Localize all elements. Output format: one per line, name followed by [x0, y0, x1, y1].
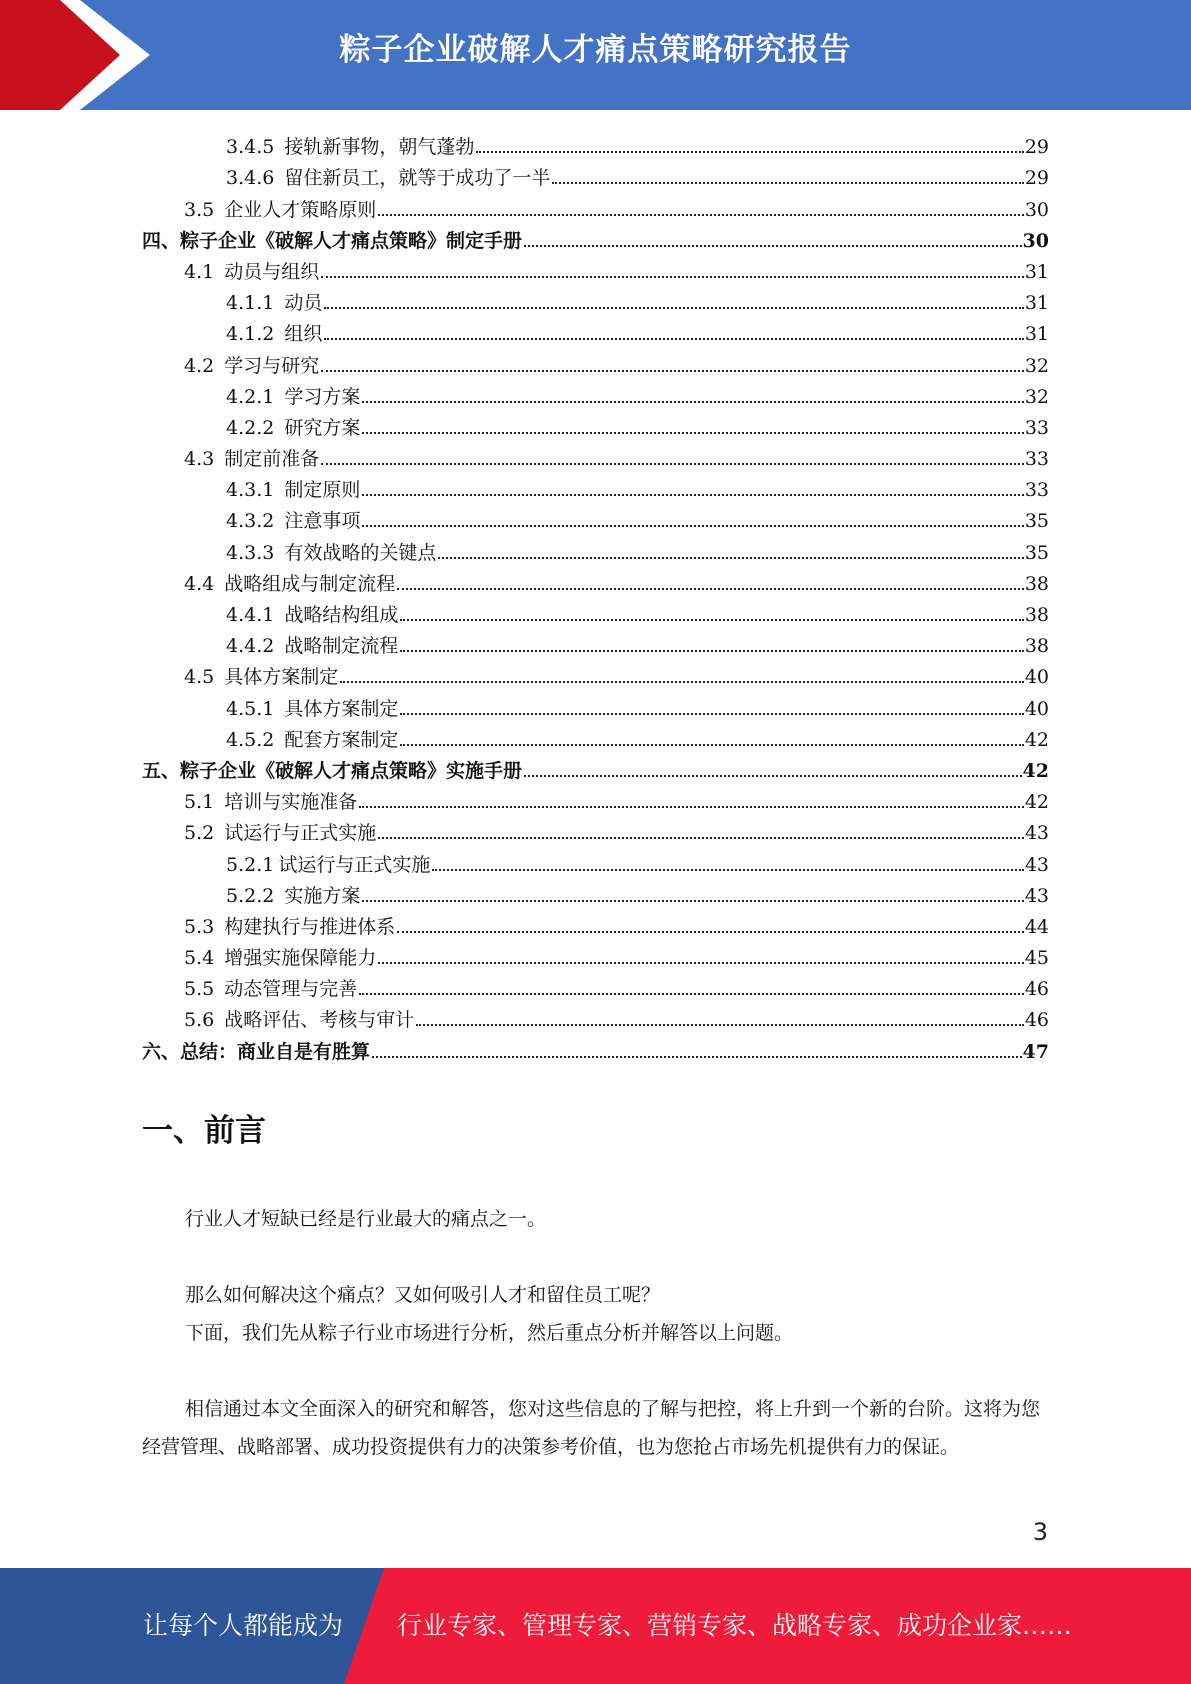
toc-entry-page: 42: [1024, 728, 1049, 751]
toc-entry[interactable]: [142, 876, 1049, 907]
toc-entry-title: 战略结构组成: [284, 604, 399, 626]
toc-entry[interactable]: [142, 720, 1049, 751]
toc-entry-title: 动员与组织: [224, 260, 320, 283]
toc-entry-title: 组织: [284, 323, 323, 346]
toc-entry-title: 战略制定流程: [284, 635, 399, 658]
toc-entry-title: 配套方案制定: [284, 728, 399, 751]
toc-entry-page: 46: [1024, 1009, 1049, 1032]
toc-entry-page: 38: [1024, 572, 1049, 595]
toc-entry-number: 3.4.6: [226, 167, 275, 190]
toc-entry-title: 学习方案: [284, 385, 361, 408]
toc-dot-leader: [362, 432, 1023, 434]
toc-entry-title: 动态管理与完善: [224, 978, 358, 1001]
toc-entry-number: 5.1: [184, 791, 215, 814]
toc-entry[interactable]: [142, 813, 1049, 844]
toc-entry[interactable]: [142, 907, 1049, 938]
toc-dot-leader: [400, 619, 1023, 621]
toc-entry-number: 4.5.1: [226, 697, 275, 720]
toc-entry-title: 五、粽子企业《破解人才痛点策略》实施手册: [142, 759, 523, 782]
toc-dot-leader: [397, 588, 1024, 590]
toc-entry[interactable]: [142, 626, 1049, 657]
toc-entry-page: 33: [1024, 479, 1049, 502]
footer-slogan-right: 行业专家、管理专家、营销专家、战略专家、成功企业家……: [397, 1611, 1073, 1640]
toc-entry-title: 动员: [284, 292, 323, 315]
toc-entry-title: 接轨新事物，朝气蓬勃: [284, 136, 475, 159]
toc-dot-leader: [400, 713, 1023, 715]
toc-entry-page: 43: [1024, 853, 1049, 876]
toc-entry[interactable]: [142, 252, 1049, 283]
toc-entry-number: 4.3.3: [226, 541, 275, 564]
toc-entry-page: 31: [1024, 292, 1049, 315]
toc-entry-page: 42: [1024, 791, 1049, 814]
toc-entry-number: 5.2.2: [226, 884, 275, 907]
toc-dot-leader: [438, 557, 1023, 559]
toc-entry-page: 45: [1024, 947, 1049, 970]
toc-entry-title: 六、总结：商业自是有胜算: [142, 1040, 371, 1063]
toc-entry-number: 5.6: [184, 1009, 215, 1032]
toc-dot-leader: [400, 744, 1023, 746]
toc-entry-page: 35: [1024, 510, 1049, 533]
toc-entry-number: 4.1.1: [226, 292, 275, 315]
toc-entry-page: 43: [1024, 822, 1049, 845]
toc-entry-number: 4.1.2: [226, 323, 275, 346]
toc-entry-page: 30: [1022, 229, 1049, 252]
toc-entry-title: 注意事项: [284, 510, 361, 533]
toc-entry-page: 32: [1024, 385, 1049, 408]
toc-entry[interactable]: [142, 470, 1049, 501]
toc-dot-leader: [378, 214, 1024, 216]
toc-entry-page: 29: [1024, 167, 1049, 190]
toc-entry-page: 29: [1024, 136, 1049, 159]
toc-entry-number: 4.2: [184, 354, 215, 377]
toc-entry-page: 30: [1024, 198, 1049, 221]
toc-entry[interactable]: [142, 345, 1049, 376]
toc-dot-leader: [362, 494, 1023, 496]
toc-entry-number: 4.3: [184, 448, 215, 471]
toc-entry[interactable]: [142, 657, 1049, 688]
toc-entry[interactable]: [142, 1031, 1049, 1062]
toc-entry-title: 战略评估、考核与审计: [224, 1009, 415, 1032]
toc-entry-number: 5.2.1: [226, 853, 275, 876]
page-footer: [0, 1568, 1191, 1684]
toc-dot-leader: [378, 837, 1024, 839]
toc-entry-number: 4.1: [184, 260, 215, 283]
toc-entry-page: 33: [1024, 416, 1049, 439]
toc-dot-leader: [362, 525, 1023, 527]
toc-entry-number: 4.3.1: [226, 479, 275, 502]
toc-entry-page: 32: [1024, 354, 1049, 377]
toc-entry-number: 5.2: [184, 822, 215, 845]
toc-entry-title: 企业人才策略原则: [224, 198, 377, 221]
toc-entry-page: 40: [1024, 666, 1049, 689]
toc-entry[interactable]: [142, 688, 1049, 719]
toc-dot-leader: [359, 806, 1024, 808]
toc-dot-leader: [324, 307, 1023, 309]
toc-entry-number: 4.4.1: [226, 604, 275, 626]
toc-dot-leader: [378, 962, 1024, 964]
toc-entry[interactable]: [142, 377, 1049, 408]
toc-dot-leader: [524, 245, 1022, 247]
toc-entry-number: 4.2.2: [226, 416, 275, 439]
toc-entry-page: 31: [1024, 260, 1049, 283]
page-number: 3: [1032, 1518, 1048, 1546]
preface-paragraph: 那么如何解决这个痛点？又如何吸引人才和留住员工呢？: [185, 1284, 661, 1306]
toc-entry-title: 制定原则: [284, 479, 361, 502]
toc-dot-leader: [524, 775, 1022, 777]
toc-entry-number: 4.5.2: [226, 728, 275, 751]
toc-dot-leader: [372, 1056, 1022, 1058]
toc-dot-leader: [324, 338, 1023, 340]
toc-entry[interactable]: [142, 439, 1049, 470]
toc-entry-number: 4.3.2: [226, 510, 275, 533]
toc-entry[interactable]: [142, 532, 1049, 563]
toc-entry[interactable]: [142, 189, 1049, 220]
toc-entry-title: 培训与实施准备: [224, 791, 358, 814]
toc-entry-title: 制定前准备: [224, 448, 320, 471]
toc-entry[interactable]: [142, 408, 1049, 439]
toc-dot-leader: [321, 276, 1024, 278]
toc-entry[interactable]: [142, 595, 1049, 626]
toc-entry-title: 四、粽子企业《破解人才痛点策略》制定手册: [142, 229, 523, 252]
toc-entry[interactable]: [142, 844, 1049, 875]
toc-entry-page: 46: [1024, 978, 1049, 1001]
toc-entry-page: 40: [1024, 697, 1049, 720]
toc-entry[interactable]: [142, 564, 1049, 595]
toc-entry[interactable]: [142, 751, 1049, 782]
toc-entry-title: 增强实施保障能力: [224, 947, 377, 970]
toc-entry[interactable]: [142, 158, 1049, 189]
toc-entry-number: 4.2.1: [226, 385, 275, 408]
toc-entry[interactable]: [142, 127, 1049, 158]
toc-entry[interactable]: [142, 938, 1049, 969]
preface-paragraph: 相信通过本文全面深入的研究和解答，您对这些信息的了解与把控，将上升到一个新的台阶。这将为您经营管理、战略部署、成功投资提供有力的决策参考价值，也为您抢占市场先机提供有力的保证。: [142, 1398, 1041, 1458]
toc-dot-leader: [359, 993, 1024, 995]
toc-entry-title: 研究方案: [284, 416, 361, 439]
toc-entry[interactable]: [142, 314, 1049, 345]
toc-entry-title: 具体方案制定: [284, 697, 399, 720]
toc-entry-title: 试运行与正式实施: [224, 822, 377, 845]
toc-entry-page: 35: [1024, 541, 1049, 564]
toc-dot-leader: [400, 650, 1023, 652]
toc-dot-leader: [321, 463, 1024, 465]
toc-dot-leader: [362, 401, 1023, 403]
toc-entry-page: 38: [1024, 635, 1049, 658]
toc-entry-title: 有效战略的关键点: [284, 541, 437, 564]
toc-entry-title: 留住新员工，就等于成功了一半: [284, 167, 551, 190]
toc-entry-number: 5.3: [184, 915, 215, 938]
toc-dot-leader: [340, 681, 1024, 683]
toc-entry[interactable]: [142, 501, 1049, 532]
toc-dot-leader: [432, 869, 1023, 871]
toc-entry-number: 5.4: [184, 947, 215, 970]
toc-entry-number: 4.5: [184, 666, 215, 689]
toc-entry-title: 战略组成与制定流程: [224, 572, 396, 595]
toc-entry-page: 47: [1022, 1040, 1049, 1063]
toc-entry[interactable]: [142, 283, 1049, 314]
toc-entry-page: 33: [1024, 448, 1049, 471]
toc-dot-leader: [321, 370, 1024, 372]
report-title: 粽子企业破解人才痛点策略研究报告: [339, 32, 852, 68]
toc-entry-page: 31: [1024, 323, 1049, 346]
section-title: 一、前言: [142, 1113, 266, 1149]
toc-entry-number: 4.4.2: [226, 635, 275, 658]
toc-dot-leader: [552, 182, 1023, 184]
preface-paragraph: 下面，我们先从粽子行业市场进行分析，然后重点分析并解答以上问题。: [185, 1322, 794, 1344]
toc-entry-page: 43: [1024, 884, 1049, 907]
toc-entry[interactable]: [142, 969, 1049, 1000]
toc-entry-page: 38: [1024, 604, 1049, 626]
toc-entry-number: 3.5: [184, 198, 215, 221]
toc-entry-title: 构建执行与推进体系: [224, 915, 396, 938]
toc-entry-title: 学习与研究: [224, 354, 320, 377]
toc-dot-leader: [397, 931, 1024, 933]
toc-entry-title: 试运行与正式实施: [278, 853, 431, 876]
toc-dot-leader: [362, 900, 1023, 902]
toc-entry-number: 4.4: [184, 572, 215, 595]
table-of-contents: [142, 127, 1049, 1063]
toc-entry[interactable]: [142, 221, 1049, 252]
toc-entry[interactable]: [142, 782, 1049, 813]
page-header: [0, 0, 1191, 110]
toc-entry-title: 实施方案: [284, 884, 361, 907]
footer-slogan-left: 让每个人都能成为: [143, 1611, 344, 1640]
toc-dot-leader: [476, 151, 1023, 153]
toc-dot-leader: [416, 1024, 1024, 1026]
toc-entry-number: 5.5: [184, 978, 215, 1001]
toc-entry-number: 3.4.5: [226, 136, 275, 159]
toc-entry-page: 44: [1024, 915, 1049, 938]
toc-entry-title: 具体方案制定: [224, 666, 339, 689]
toc-entry-page: 42: [1022, 759, 1049, 782]
toc-entry[interactable]: [142, 1000, 1049, 1031]
preface-paragraph: 行业人才短缺已经是行业最大的痛点之一。: [185, 1208, 547, 1230]
